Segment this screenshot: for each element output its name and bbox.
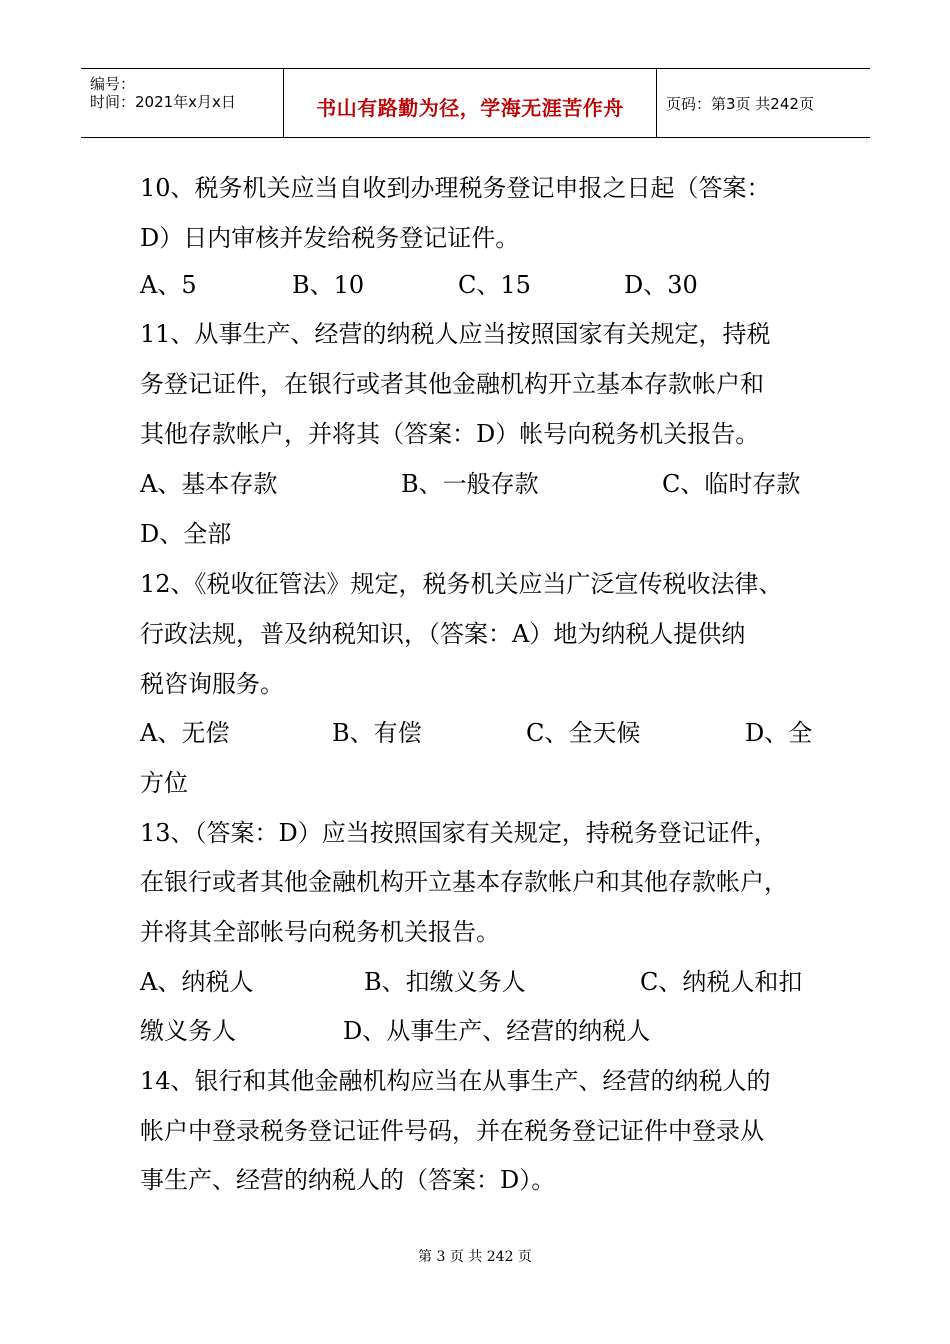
document-header [81, 68, 870, 138]
date-label: 时间：2021年x月x日 [90, 93, 236, 111]
question-10-option-d: D、30 [624, 271, 698, 299]
question-10-line-2: D）日内审核并发给税务登记证件。 [140, 224, 520, 252]
question-10-line-1: 10、税务机关应当自收到办理税务登记申报之日起（答案： [140, 174, 771, 202]
page-footer [0, 1246, 950, 1266]
question-13-option-b: B、扣缴义务人 [364, 968, 526, 996]
question-11-line-2: 务登记证件，在银行或者其他金融机构开立基本存款帐户和 [140, 370, 764, 398]
question-13-line-3: 并将其全部帐号向税务机关报告。 [140, 918, 500, 946]
header-page-cell [656, 69, 870, 137]
question-13-option-d: D、从事生产、经营的纳税人 [343, 1017, 651, 1045]
question-13-option-a: A、纳税人 [140, 968, 254, 996]
question-10-option-c: C、15 [458, 271, 531, 299]
motto-text: 书山有路勤为径，学海无涯苦作舟 [316, 96, 624, 120]
question-14-line-3: 事生产、经营的纳税人的（答案：D）。 [140, 1166, 556, 1194]
question-11-option-d: D、全部 [140, 520, 232, 548]
question-13-option-c: C、纳税人和扣 [640, 968, 803, 996]
question-14-line-2: 帐户中登录税务登记证件号码，并在税务登记证件中登录从 [140, 1117, 764, 1145]
header-meta-cell [81, 69, 283, 137]
question-12-option-d: D、全 [745, 719, 813, 747]
question-11-line-3: 其他存款帐户，并将其（答案：D）帐号向税务机关报告。 [140, 420, 760, 448]
footer-page-counter: 第 3 页 共 242 页 [418, 1249, 532, 1265]
question-14-line-1: 14、银行和其他金融机构应当在从事生产、经营的纳税人的 [140, 1067, 771, 1095]
question-13-line-1: 13、（答案：D）应当按照国家有关规定，持税务登记证件， [140, 819, 778, 847]
page-number-label: 页码：第3页 共242页 [666, 95, 814, 113]
question-12-option-a: A、无偿 [140, 719, 230, 747]
question-11-option-a: A、基本存款 [140, 470, 278, 498]
question-12-line-3: 税咨询服务。 [140, 670, 284, 698]
question-12-line-2: 行政法规，普及纳税知识，（答案：A）地为纳税人提供纳 [140, 620, 746, 648]
question-12-line-1: 12、《税收征管法》规定，税务机关应当广泛宣传税收法律、 [140, 570, 783, 598]
question-13-option-c-continued: 缴义务人 [140, 1017, 236, 1045]
question-11-line-1: 11、从事生产、经营的纳税人应当按照国家有关规定，持税 [140, 320, 771, 348]
question-11-option-b: B、一般存款 [401, 470, 539, 498]
question-10-option-a: A、5 [140, 271, 197, 299]
serial-number-label: 编号： [90, 75, 136, 93]
header-motto-cell [283, 69, 657, 137]
question-12-option-d-continued: 方位 [140, 769, 188, 797]
question-12-option-b: B、有偿 [332, 719, 422, 747]
question-12-option-c: C、全天候 [526, 719, 641, 747]
question-10-option-b: B、10 [292, 271, 365, 299]
question-13-line-2: 在银行或者其他金融机构开立基本存款帐户和其他存款帐户， [140, 868, 788, 896]
question-11-option-c: C、临时存款 [662, 470, 801, 498]
